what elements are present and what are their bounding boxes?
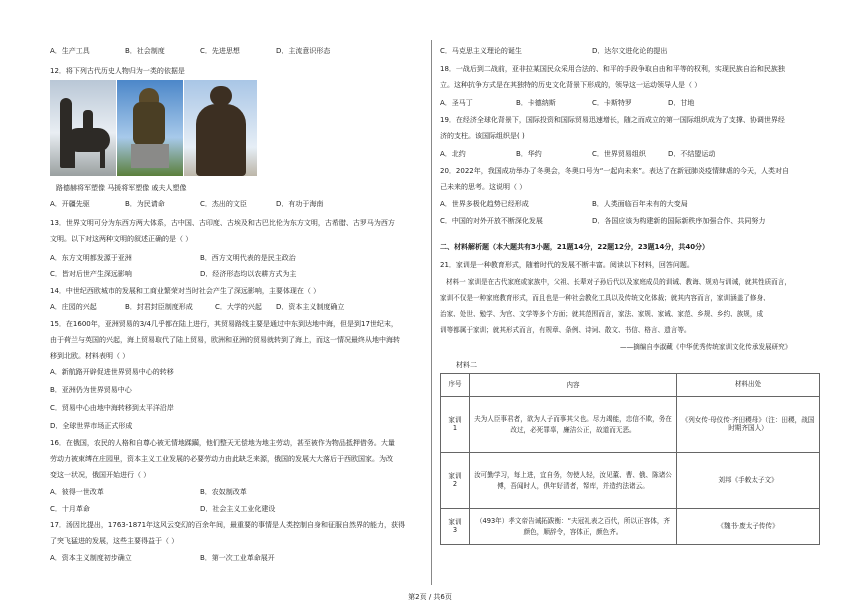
table-header-no: 序号 <box>441 374 470 397</box>
table-cell-source: 刘邦《手敕太子文》 <box>677 453 820 509</box>
q20-stem-line1: 20．2022年，我国成功举办了冬奥会，冬奥口号为“一起向未来”。表达了在新冠肺炎疫情肆虐的今天，人类对自 <box>440 167 789 175</box>
q15-option-c: C．贸易中心由地中海转移到太平洋沿岸 <box>50 404 174 412</box>
q17-option-b: B．第一次工业革命展开 <box>200 554 275 562</box>
table-cell-source: 《魏书·废太子传传》 <box>677 509 820 545</box>
table-header-row <box>441 374 820 397</box>
q13-stem-line1: 13．世界文明可分为东西方两大体系，古中国、古印度、古埃及和古巴比伦为东方文明，古希腊、古罗马为西方 <box>50 219 395 227</box>
q17-stem-line2: 了突飞猛进的发展，这些主要得益于（ ） <box>50 537 179 545</box>
statue-photo-2 <box>117 80 183 176</box>
q15-stem-line3: 移到北欧。材料表明（ ） <box>50 352 130 360</box>
q19-option-d: D．不结盟运动 <box>668 150 716 158</box>
q13-option-c: C．皆对后世产生深远影响 <box>50 270 132 278</box>
material-1-line1: 材料一 家训是在古代家庭或家族中，父祖、长辈对子孙后代以及家庭成员的训诫、教诲、规劝与训诫，就其性质而言， <box>446 278 791 286</box>
q16-option-b: B．农奴制改革 <box>200 488 247 496</box>
q16-option-d: D．社会主义工业化建设 <box>200 505 276 513</box>
table-cell-content: 汝可勤学习，每上进，宜自务，勿使人轻，汝见董、曹、俄、陈诸公傅，吾闻时人，俱年好清者，帑库，并造约法诸云。 <box>470 453 677 509</box>
q14-stem: 14．中世纪西欧城市的发展和工商业繁荣对当时社会产生了深远影响，主要体现在（ ） <box>50 287 321 295</box>
q20-option-d: D．各国应该为构建新的国际新秩序加强合作、共同努力 <box>592 217 766 225</box>
q12-option-c: C．杰出的文臣 <box>200 200 247 208</box>
q15-stem-line2: 由于荷兰与英国的兴起，海上贸易取代了陆上贸易，欧洲和亚洲的贸易就转到了海上，而这一情况最终从地中海转 <box>50 336 400 344</box>
table-cell-no: 家训 2 <box>441 453 470 509</box>
statue-photo-3 <box>184 80 257 176</box>
q13-option-b: B．西方文明代表的是民主政治 <box>200 254 296 262</box>
q19-stem-line2: 济的支柱。该国际组织是( ) <box>440 132 525 140</box>
q11-option-a: A．生产工具 <box>50 47 90 55</box>
q18-option-c: C．卡斯特罗 <box>592 99 632 107</box>
q20-option-c: C．中国的对外开放不断深化发展 <box>440 217 543 225</box>
q16-option-a: A．彼得一世改革 <box>50 488 104 496</box>
q19-option-a: A．北约 <box>440 150 466 158</box>
q20-option-a: A．世界多极化趋势已经形成 <box>440 200 529 208</box>
q21-stem: 21．家训是一种教育形式，随着时代的发展不断丰富。阅读以下材料，回答问题。 <box>440 261 694 269</box>
material-2-label: 材料二 <box>456 361 477 369</box>
q17-option-a: A．资本主义制度初步确立 <box>50 554 132 562</box>
q13-option-d: D．经济形态均以农耕方式为主 <box>200 270 297 278</box>
q17-option-c: C．马克思主义理论的诞生 <box>440 47 522 55</box>
q20-option-b: B．人类面临百年未有的大变局 <box>592 200 688 208</box>
material-1-line4: 训等都属于家训；就其形式而言，有规章、条例、诗词、散文、书信、格言、遗言等。 <box>440 326 691 334</box>
q15-option-b: B．亚洲仍为世界贸易中心 <box>50 386 132 394</box>
table-header-content: 内容 <box>470 374 677 397</box>
q12-photo-caption: 路德赫将军塑像 马援将军塑像 戚夫人塑像 <box>56 184 187 192</box>
q14-option-c: C．大学的兴起 <box>215 303 262 311</box>
section-2-heading: 二、材料解析题（本大题共有3小题，21题14分，22题12分，23题14分，共40分） <box>440 243 710 251</box>
table-header-source: 材料出处 <box>677 374 820 397</box>
page-number: 第2页 / 共6页 <box>408 593 452 601</box>
q13-option-a: A．东方文明都发源于亚洲 <box>50 254 132 262</box>
q18-option-b: B．卡德纳斯 <box>516 99 556 107</box>
q12-stem: 12．将下列古代历史人物归为一类的依据是 <box>50 67 185 75</box>
material-1-line2: 家训不仅是一种家庭教育形式，而且也是一种社会教化工具以及传统文化体裁；就其内容而言，家训涵盖了修身、 <box>440 294 770 302</box>
material-1-source: ——摘编自李淑藏《中华优秀传统家训文化传承发展研究》 <box>620 343 792 351</box>
q18-option-d: D．甘地 <box>668 99 695 107</box>
q11-option-c: C．先进思想 <box>200 47 240 55</box>
table-row <box>441 509 820 545</box>
q12-option-d: D．有功于海南 <box>276 200 324 208</box>
table-row <box>441 453 820 509</box>
column-divider <box>431 40 432 585</box>
table-cell-source: 《列女传·母仪传·齐田稷母》（注：田稷，战国时期齐国人） <box>677 397 820 453</box>
q12-option-b: B．为民请命 <box>125 200 165 208</box>
q19-option-c: C．世界贸易组织 <box>592 150 646 158</box>
family-instructions-table <box>440 373 820 545</box>
q11-option-d: D．主流意识形态 <box>276 47 331 55</box>
q11-option-b: B．社会制度 <box>125 47 165 55</box>
q12-option-a: A．开疆先驱 <box>50 200 90 208</box>
q18-option-a: A．圣马丁 <box>440 99 473 107</box>
q16-option-c: C．十月革命 <box>50 505 90 513</box>
q15-option-d: D．全球世界市场正式形成 <box>50 422 133 430</box>
q15-option-a: A．新航路开辟促进世界贸易中心的转移 <box>50 368 174 376</box>
q19-stem-line1: 19．在经济全球化背景下，国际投资和国际贸易迅速增长，随之而成立的第一国际组织成为了支撑、协调世界经 <box>440 116 785 124</box>
q16-stem-line2: 劳动力被束缚在庄园里，资本主义工业发展的必要劳动力由此缺乏来源，俄国的发展大大落后于西欧国家。为改 <box>50 455 393 463</box>
q15-stem-line1: 15．在1600年，亚洲贸易的3/4几乎都在陆上进行，其贸易路线主要是通过中东到达地中海，但是到17世纪末， <box>50 320 398 328</box>
q14-option-b: B．封君封臣制度形成 <box>125 303 193 311</box>
q13-stem-line2: 文明。以下对这两种文明的叙述正确的是（ ） <box>50 235 193 243</box>
statue-photo-1 <box>50 80 116 176</box>
q14-option-d: D．资本主义制度确立 <box>276 303 345 311</box>
table-cell-no: 家训 1 <box>441 397 470 453</box>
table-row <box>441 397 820 453</box>
q14-option-a: A．庄园的兴起 <box>50 303 97 311</box>
table-cell-content: 夫为人臣事君者，欲为人子而事其父也。尽力竭能，忠信不欺，务在改过，必死罪辜，廉洁公正，故道而无恶。 <box>470 397 677 453</box>
table-cell-no: 家训 3 <box>441 509 470 545</box>
q16-stem-line1: 16．在俄国，农民的人格和自尊心被无情地蹂躏，他们整天无偿地为地主劳动，甚至被作为物品抵押借务。大量 <box>50 439 395 447</box>
q17-option-d: D．达尔文进化论的提出 <box>592 47 668 55</box>
material-1-line3: 治家、处世、勉学、为官、文学等多个方面；就其范围而言，家法、家规、家诫、家范、乡规、乡约、族规，成 <box>440 310 764 318</box>
q18-stem-line1: 18．一战后到二战前，亚非拉某国民众采用合法的、和平的手段争取自由和平等的权利，实现民族自治和民族独 <box>440 65 785 73</box>
q19-option-b: B．华约 <box>516 150 542 158</box>
q20-stem-line2: 己未来的思考。这说明（ ） <box>440 183 527 191</box>
q16-stem-line3: 变这一状况，俄国开始进行（ ） <box>50 471 151 479</box>
table-cell-content: （493年）孝文帝告诫拓跋衡：“夫冠礼表之百代，所以正容体，齐颜色，顺辞令，容体正，颜色齐。 <box>470 509 677 545</box>
q18-stem-line2: 立。这种抗争方式是在其独特的历史文化背景下形成的，领导这一运动领导人是（ ） <box>440 81 702 89</box>
q17-stem-line1: 17．汤因比提出，1763-1871年这风云变幻的百余年间，最重要的事情是人类控制自身和征服自然界的能力，获得 <box>50 521 406 529</box>
